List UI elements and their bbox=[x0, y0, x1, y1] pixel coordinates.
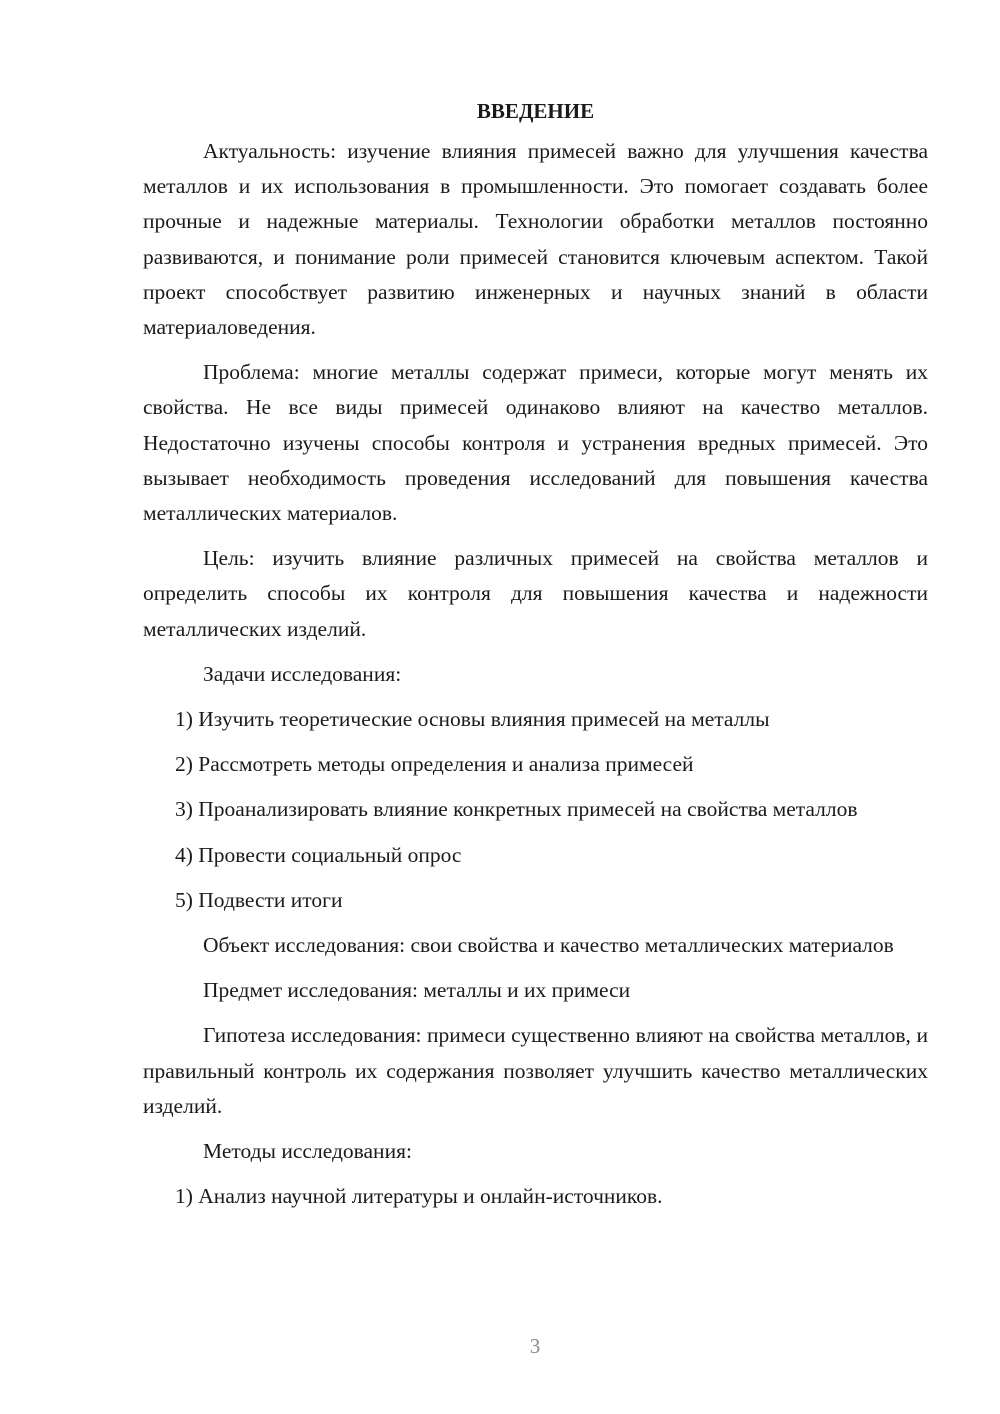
task-item: 4) Провести социальный опрос bbox=[175, 842, 462, 867]
section-title: ВВЕДЕНИЕ bbox=[476, 99, 595, 123]
goal-paragraph: Цель: изучить влияние различных примесей на свойства металлов и определить способы их контроля для повышения качества и надежности металлических изделий. bbox=[143, 546, 928, 641]
method-item: 1) Анализ научной литературы и онлайн-источников. bbox=[175, 1184, 663, 1209]
methods-heading: Методы исследования: bbox=[203, 1139, 412, 1164]
hypothesis-paragraph: Гипотеза исследования: примеси существенно влияют на свойства металлов, и правильный контроль их содержания позволяет улучшить качество металлических изделий. bbox=[143, 1023, 928, 1118]
task-item: 2) Рассмотреть методы определения и анализа примесей bbox=[175, 752, 694, 777]
task-item: 1) Изучить теоретические основы влияния примесей на металлы bbox=[175, 707, 770, 732]
task-item: 5) Подвести итоги bbox=[175, 887, 343, 912]
tasks-heading: Задачи исследования: bbox=[203, 661, 402, 686]
object-paragraph: Объект исследования: свои свойства и качество металлических материалов bbox=[203, 933, 894, 958]
relevance-paragraph: Актуальность: изучение влияния примесей важно для улучшения качества металлов и их использования в промышленности. Это помогает создавать более прочные и надежные материалы. Технологии обработки металлов постоянно развиваются, и понимание роли примесей становится ключевым аспектом. Такой проект способствует развитию инженерных и научных знаний в области материаловедения. bbox=[143, 139, 928, 340]
subject-paragraph: Предмет исследования: металлы и их примеси bbox=[203, 978, 631, 1003]
task-item: 3) Проанализировать влияние конкретных примесей на свойства металлов bbox=[175, 797, 858, 822]
problem-paragraph: Проблема: многие металлы содержат примеси, которые могут менять их свойства. Не все виды примесей одинаково влияют на качество металлов. Недостаточно изучены способы контроля и устранения вредных примесей. Это вызывает необходимость проведения исследований для повышения качества металлических материалов. bbox=[143, 360, 928, 526]
page-number: 3 bbox=[529, 1334, 541, 1358]
page-content bbox=[143, 94, 928, 1214]
